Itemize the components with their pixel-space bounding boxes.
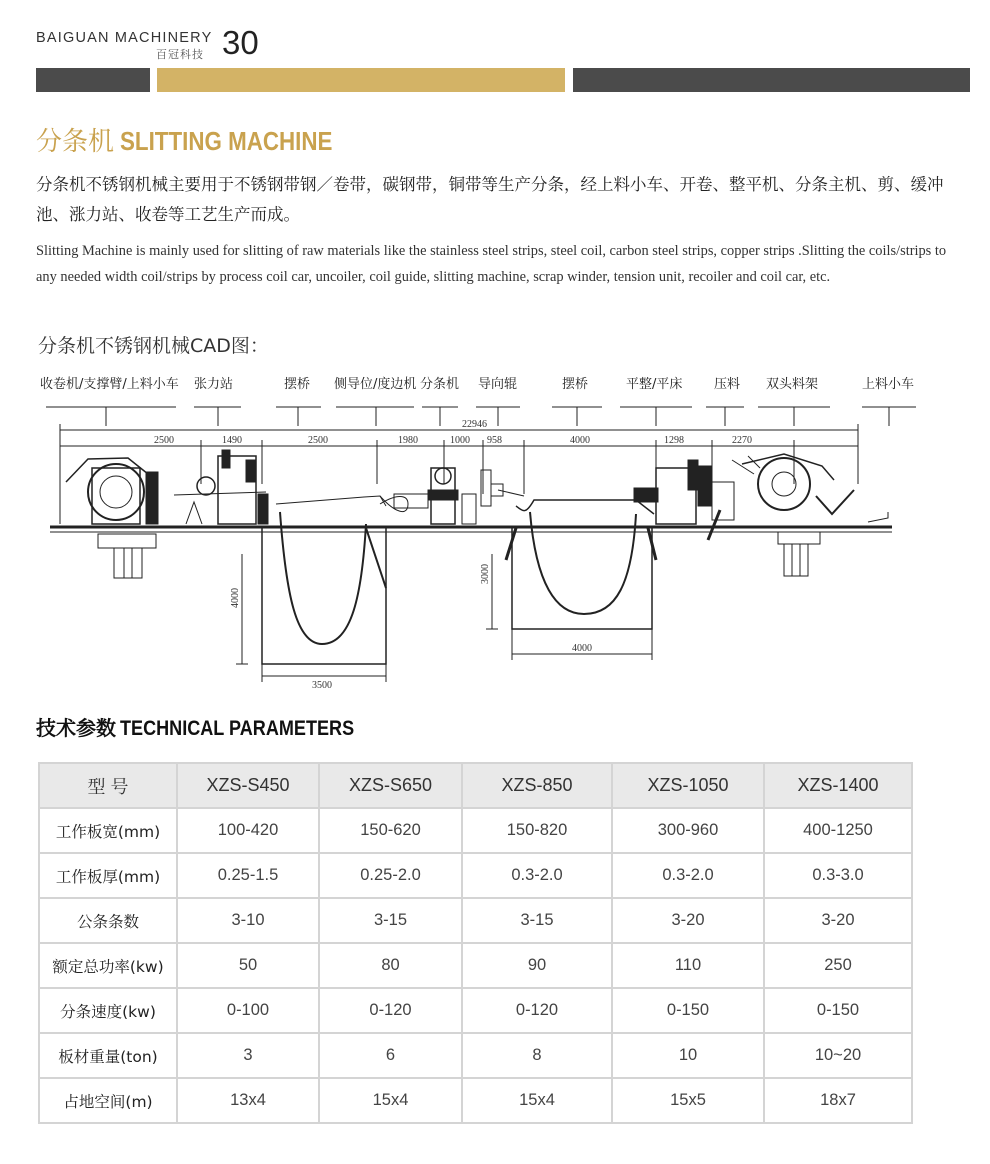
params-title <box>36 712 392 741</box>
table-cell: 0-120 <box>319 988 462 1033</box>
cad-dim-total: 22946 <box>462 419 487 430</box>
cad-label-leveler: 平整/平床 <box>626 377 683 392</box>
cad-dim-pit-depth-left: 4000 <box>230 588 241 608</box>
section-title-en: SLITTING MACHINE <box>120 126 333 156</box>
header-cell: 型 号 <box>39 763 177 808</box>
row-label: 额定总功率(kw) <box>39 943 177 988</box>
row-label: 公条条数 <box>39 898 177 943</box>
cad-label-recoiler: 收卷机/支撑臂/上料小车 <box>40 377 179 392</box>
cad-label-guide-roll: 导向辊 <box>478 377 518 392</box>
table-cell: 15x5 <box>612 1078 764 1123</box>
cad-dim-seg: 958 <box>487 435 502 446</box>
cad-dim-seg: 1490 <box>222 435 242 446</box>
cad-dim-pit-width-right: 4000 <box>572 643 592 654</box>
table-row <box>39 898 912 943</box>
page-number: 30 <box>222 24 259 61</box>
table-row <box>39 808 912 853</box>
table-cell: 0-150 <box>612 988 764 1033</box>
header-cell: XZS-1400 <box>764 763 912 808</box>
cad-label-slitter: 分条机 <box>420 377 460 392</box>
table-cell: 15x4 <box>462 1078 612 1123</box>
header-cell: XZS-S650 <box>319 763 462 808</box>
section-title-cn: 分条机 <box>36 127 115 157</box>
table-cell: 10 <box>612 1033 764 1078</box>
table-row <box>39 853 912 898</box>
table-cell: 0.3-2.0 <box>612 853 764 898</box>
section-title <box>36 121 367 158</box>
cad-dim-seg: 2500 <box>154 435 174 446</box>
table-cell: 0-120 <box>462 988 612 1033</box>
table-cell: 90 <box>462 943 612 988</box>
params-table <box>38 762 913 1124</box>
cad-dim-pit-depth-right: 3000 <box>480 564 491 584</box>
row-label: 板材重量(ton) <box>39 1033 177 1078</box>
table-cell: 13x4 <box>177 1078 319 1123</box>
header-bar-right <box>573 68 970 92</box>
table-cell: 150-620 <box>319 808 462 853</box>
table-row <box>39 943 912 988</box>
table-row <box>39 988 912 1033</box>
cad-label-tension: 张力站 <box>194 377 234 392</box>
cad-dim-seg: 4000 <box>570 435 590 446</box>
table-cell: 110 <box>612 943 764 988</box>
params-title-cn: 技术参数 <box>36 716 116 740</box>
table-header-row <box>39 763 912 808</box>
cad-label-coil-car: 上料小车 <box>862 377 915 392</box>
header-cell: XZS-S450 <box>177 763 319 808</box>
header-bar-left <box>36 68 150 92</box>
header-bar-accent <box>157 68 565 92</box>
cad-drawing <box>36 364 956 696</box>
cad-dim-seg: 1980 <box>398 435 418 446</box>
table-row <box>39 1078 912 1123</box>
table-cell: 150-820 <box>462 808 612 853</box>
brand-name-en: BAIGUAN MACHINERY <box>36 30 213 46</box>
table-cell: 15x4 <box>319 1078 462 1123</box>
cad-label-bridge-2: 摆桥 <box>562 377 589 392</box>
row-label: 分条速度(kw) <box>39 988 177 1033</box>
params-title-en: TECHNICAL PARAMETERS <box>120 717 355 740</box>
row-label: 工作板厚(mm) <box>39 853 177 898</box>
table-cell: 10~20 <box>764 1033 912 1078</box>
cad-dim-seg: 2500 <box>308 435 328 446</box>
cad-dim-seg: 2270 <box>732 435 752 446</box>
cad-label-press: 压料 <box>714 377 741 392</box>
table-cell: 6 <box>319 1033 462 1078</box>
table-cell: 0.25-1.5 <box>177 853 319 898</box>
table-cell: 0.3-3.0 <box>764 853 912 898</box>
table-cell: 300-960 <box>612 808 764 853</box>
cad-label-bridge-1: 摆桥 <box>284 377 311 392</box>
table-cell: 3-20 <box>764 898 912 943</box>
table-cell: 0-100 <box>177 988 319 1033</box>
cad-title: 分条机不锈钢机械CAD图： <box>38 335 269 357</box>
brand-name-cn: 百冠科技 <box>156 48 204 61</box>
description-en: Slitting Machine is mainly used for slitting of raw materials like the stainless steel strips, steel coil, carbon steel strips, copper strips .Slitting the coils/strips to any needed width coil/strips by process coil car, uncoiler, coil guide, slitting machine, scrap winder, tension unit, recoiler and coil car, etc. <box>36 243 947 285</box>
table-cell: 0-150 <box>764 988 912 1033</box>
table-cell: 0.3-2.0 <box>462 853 612 898</box>
header-cell: XZS-850 <box>462 763 612 808</box>
table-cell: 18x7 <box>764 1078 912 1123</box>
table-cell: 3-10 <box>177 898 319 943</box>
table-cell: 3-20 <box>612 898 764 943</box>
header-cell: XZS-1050 <box>612 763 764 808</box>
cad-dim-seg: 1000 <box>450 435 470 446</box>
row-label: 占地空间(m) <box>39 1078 177 1123</box>
row-label: 工作板宽(mm) <box>39 808 177 853</box>
cad-dim-seg: 1298 <box>664 435 684 446</box>
table-cell: 3-15 <box>462 898 612 943</box>
table-cell: 3 <box>177 1033 319 1078</box>
table-row <box>39 1033 912 1078</box>
table-cell: 3-15 <box>319 898 462 943</box>
table-cell: 8 <box>462 1033 612 1078</box>
description-cn: 分条机不锈钢机械主要用于不锈钢带钢／卷带，碳钢带，铜带等生产分条，经上料小车、开卷、整平机、分条主机、剪、缓冲池、涨力站、收卷等工艺生产而成。 <box>36 175 944 224</box>
table-cell: 250 <box>764 943 912 988</box>
table-cell: 100-420 <box>177 808 319 853</box>
cad-label-side-guide: 侧导位/度边机 <box>334 377 417 392</box>
table-cell: 80 <box>319 943 462 988</box>
table-cell: 50 <box>177 943 319 988</box>
cad-label-uncoiler: 双头料架 <box>766 377 819 392</box>
cad-dim-pit-width-left: 3500 <box>312 680 332 691</box>
table-cell: 0.25-2.0 <box>319 853 462 898</box>
table-cell: 400-1250 <box>764 808 912 853</box>
